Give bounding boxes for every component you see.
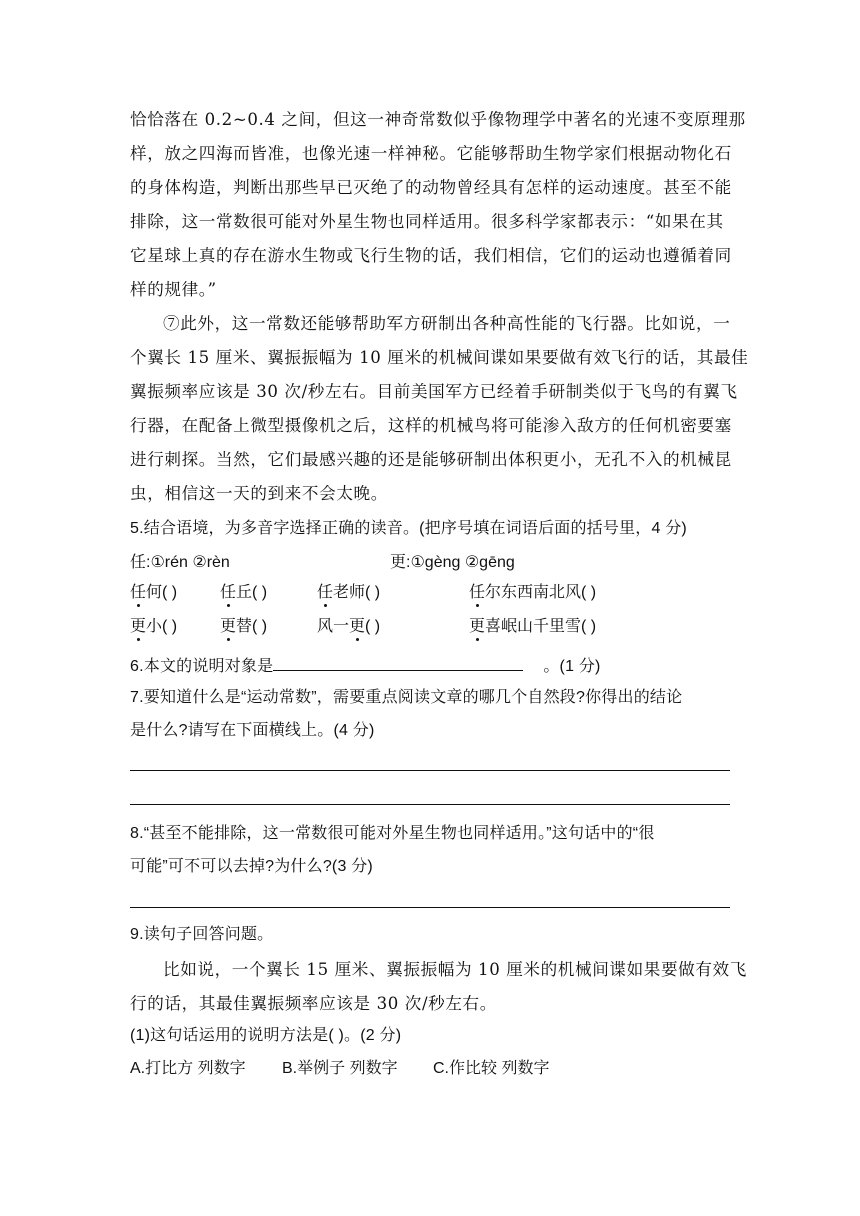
passage-line: 样的规律。” [130,280,217,299]
question-6-stem: 6.本文的说明对象是 [130,658,274,675]
word-item[interactable] [220,585,267,601]
word-item[interactable] [220,619,267,635]
word-blank: ( ) [365,618,381,635]
word-item[interactable] [130,585,177,601]
paragraph-7-start: ⑦此外，这一常数还能够帮助军方研制出各种高性能的飞行器。比如说，一 [163,314,731,333]
passage-line: 个翼长 15 厘米、翼振振幅为 10 厘米的机械间谍如果要做有效飞行的话，其最佳 [130,348,749,367]
polyphone-char: 更 [469,618,486,635]
passage-line: 翼振频率应该是 30 次/秒左右。目前美国军方已经着手研制类似于飞鸟的有翼飞 [130,382,738,401]
question-5-stem: 5.结合语境，为多音字选择正确的读音。(把序号填在词语后面的括号里，4 分) [130,520,687,537]
polyphone-char: 任 [317,584,334,601]
polyphone-char: 更 [349,618,366,635]
passage-line: 的身体构造，判断出那些早已灭绝了的动物曾经具有怎样的运动速度。甚至不能 [130,178,732,197]
question-6 [130,656,730,675]
passage-line: 进行刺探。当然，它们最感兴趣的还是能够研制出体积更小，无孔不入的机械昆 [130,450,732,469]
question-8-line2: 可能”可不可以去掉?为什么?(3 分) [130,858,373,875]
passage-line: 恰恰落在 0.2~0.4 之间，但这一神奇常数似乎像物理学中著名的光速不变原理那 [130,110,746,129]
polyphone-char: 更 [220,618,237,635]
option-a[interactable]: A.打比方 列数字 [130,1060,246,1077]
word-item[interactable] [469,585,596,601]
reading-geng-label: 更:①gèng ②gēng [390,554,515,571]
option-b[interactable]: B.举例子 列数字 [282,1060,398,1077]
word-item[interactable] [317,619,380,635]
polyphone-char: 任 [469,584,486,601]
answer-line[interactable] [130,804,730,805]
word-blank: 喜岷山千里雪( ) [485,618,597,635]
polyphone-char: 任 [130,584,147,601]
question-9-quote: 比如说，一个翼长 15 厘米、翼振振幅为 10 厘米的机械间谍如果要做有效飞 [163,960,747,979]
option-c[interactable]: C.作比较 列数字 [433,1060,550,1077]
word-blank: 替( ) [236,618,268,635]
passage-line: 行器，在配备上微型摄像机之后，这样的机械鸟将可能渗入敌方的任何机密要塞 [130,416,732,435]
passage-line: 它星球上真的存在游水生物或飞行生物的话，我们相信，它们的运动也遵循着同 [130,246,732,265]
word-item[interactable] [469,619,596,635]
question-7-line2: 是什么?请写在下面横线上。(4 分) [130,722,375,739]
question-7-line1: 7.要知道什么是“运动常数”，需要重点阅读文章的哪几个自然段?你得出的结论 [130,689,683,706]
word-item[interactable] [130,619,177,635]
question-9-sub1: (1)这句话运用的说明方法是( )。(2 分) [130,1027,402,1044]
answer-line[interactable] [130,907,730,908]
polyphone-char: 任 [220,584,237,601]
reading-ren-label: 任:①rén ②rèn [130,554,230,571]
word-blank: 老师( ) [333,584,381,601]
word-blank: 尔东西南北风( ) [485,584,597,601]
passage-line: 排除，这一常数很可能对外星生物也同样适用。很多科学家都表示：“如果在其 [130,212,724,231]
question-6-score: 。(1 分) [543,658,601,675]
question-9-stem: 9.读句子回答问题。 [130,926,274,943]
word-blank: 丘( ) [236,584,268,601]
passage-line: 虫，相信这一天的到来不会太晚。 [130,484,388,503]
answer-blank[interactable] [273,656,523,671]
passage-line: 样，放之四海而皆准，也像光速一样神秘。它能够帮助生物学家们根据动物化石 [130,144,732,163]
word-item[interactable] [317,585,380,601]
question-9-quote: 行的话，其最佳翼振频率应该是 30 次/秒左右。 [130,994,497,1013]
word-blank: 何( ) [146,584,178,601]
question-8-line1: 8.“甚至不能排除，这一常数很可能对外星生物也同样适用。”这句话中的“很 [130,825,655,842]
answer-line[interactable] [130,770,730,771]
word-prefix: 风一 [317,618,350,635]
polyphone-char: 更 [130,618,147,635]
word-blank: 小( ) [146,618,178,635]
